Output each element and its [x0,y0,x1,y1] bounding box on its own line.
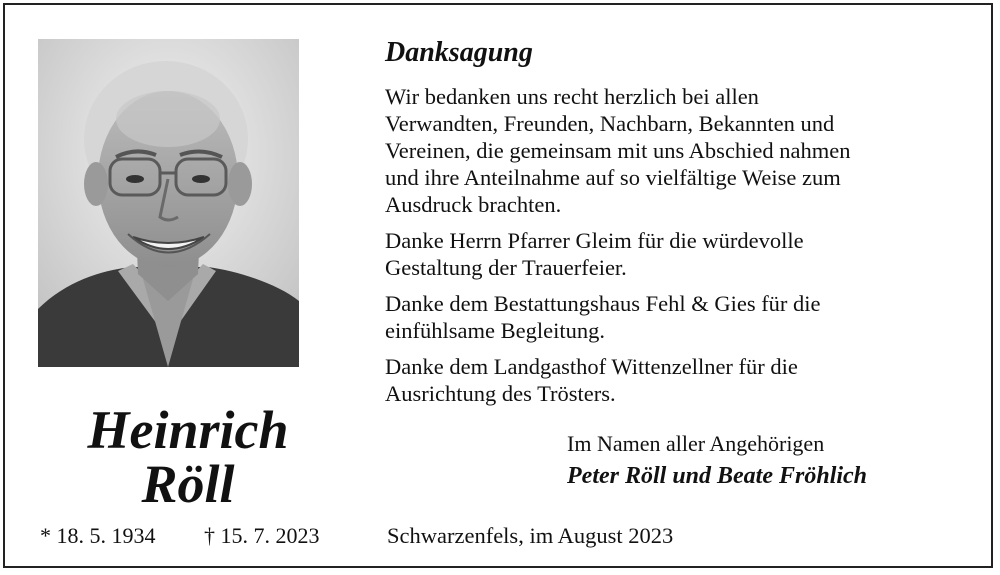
notice-paragraph [385,83,965,218]
text-line: Wir bedanken uns recht herzlich bei allen [385,84,759,109]
signature-block [567,430,867,494]
signature-names: Peter Röll und Beate Fröhlich [567,463,868,489]
text-line: Ausrichtung des Trösters. [385,381,616,406]
place-and-date: Schwarzenfels, im August 2023 [387,523,674,548]
obituary-card [3,3,993,568]
text-line: Verwandten, Freunden, Nachbarn, Bekannten und [385,111,835,136]
text-line: Gestaltung der Trauerfeier. [385,255,627,280]
notice-text [385,33,965,416]
notice-paragraph [385,227,965,281]
text-line: und ihre Anteilnahme auf so vielfältige Weise zum [385,165,841,190]
text-line: Danke dem Landgasthof Wittenzellner für die [385,354,798,379]
signature-intro: Im Namen aller Angehörigen [567,431,825,456]
text-line: Ausdruck brachten. [385,192,562,217]
portrait-image [38,39,299,367]
text-line: Danke Herrn Pfarrer Gleim für die würdevolle [385,228,804,253]
death-date: † 15. 7. 2023 [204,523,320,548]
deceased-first-name: Heinrich [87,400,289,460]
notice-paragraph [385,290,965,344]
notice-heading: Danksagung [385,37,533,68]
text-line: Vereinen, die gemeinsam mit uns Abschied nahmen [385,138,851,163]
text-line: einfühlsame Begleitung. [385,318,605,343]
portrait-photo [38,39,299,367]
deceased-last-name: Röll [141,454,235,514]
text-line: Danke dem Bestattungshaus Fehl & Gies für die [385,291,821,316]
birth-date: * 18. 5. 1934 [40,523,156,548]
notice-paragraph [385,353,965,407]
